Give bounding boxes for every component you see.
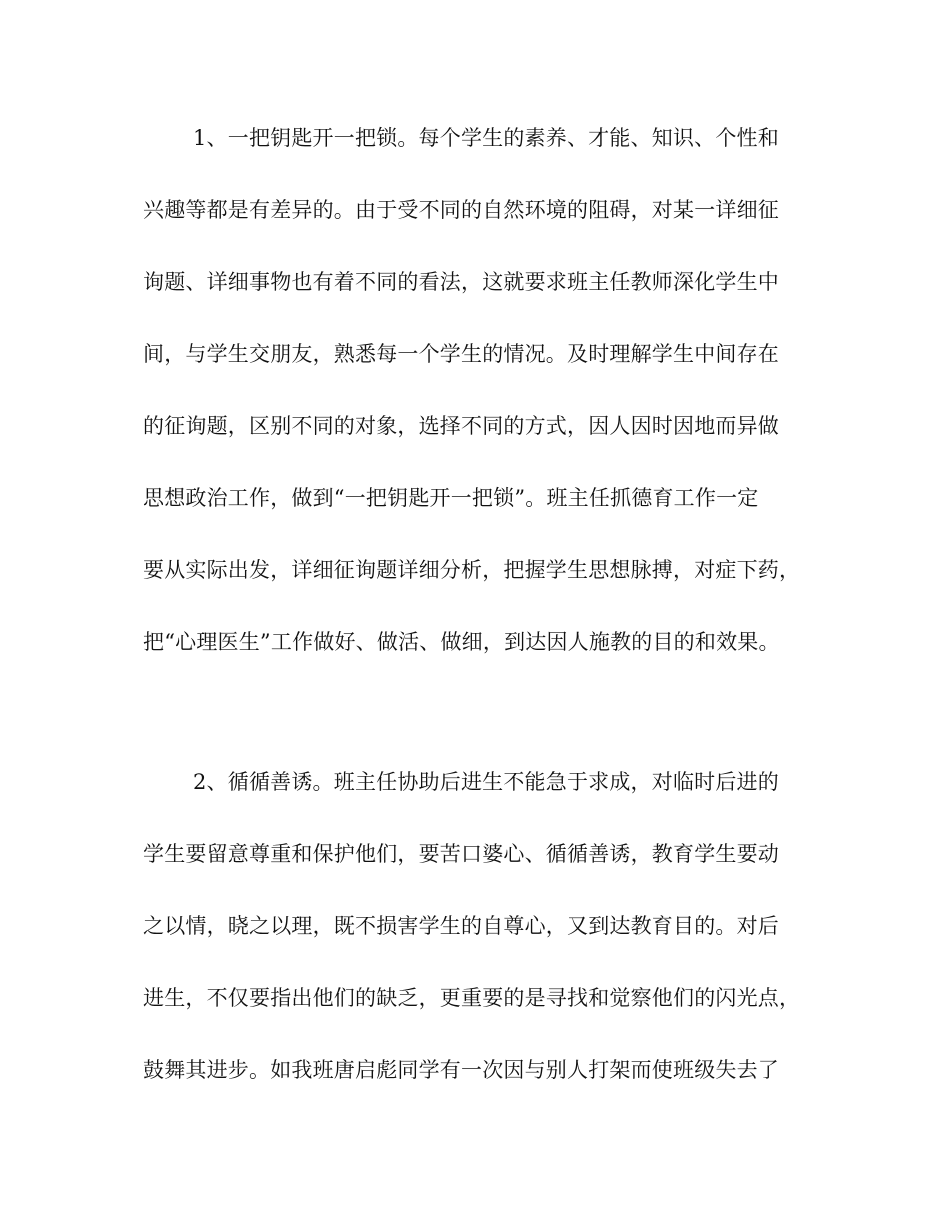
paragraph-line: 兴趣等都是有差异的。由于受不同的自然环境的阻碍，对某一详细征 — [143, 198, 779, 222]
paragraph-line: 间，与学生交朋友，熟悉每一个学生的情况。及时理解学生中间存在 — [143, 342, 779, 366]
paragraph-line: 学生要留意尊重和保护他们，要苦口婆心、循循善诱，教育学生要动 — [143, 842, 779, 866]
paragraph-line: 询题、详细事物也有着不同的看法，这就要求班主任教师深化学生中 — [143, 270, 779, 294]
paragraph-line: 鼓舞其进步。如我班唐启彪同学有一次因与别人打架而使班级失去了 — [143, 1058, 779, 1082]
paragraph-2 — [143, 764, 808, 1088]
paragraph-line: 之以情，晓之以理，既不损害学生的自尊心，又到达教育目的。对后 — [143, 914, 779, 938]
paragraph-line: 把“心理医生”工作做好、做活、做细，到达因人施教的目的和效果。 — [143, 630, 780, 654]
paragraph-line: 1、一把钥匙开一把锁。每个学生的素养、才能、知识、个性和 — [193, 126, 779, 150]
paragraph-line: 的征询题，区别不同的对象，选择不同的方式，因人因时因地而异做 — [143, 414, 779, 438]
paragraph-line: 要从实际出发，详细征询题详细分析，把握学生思想脉搏，对症下药， — [143, 558, 801, 582]
paragraph-1 — [143, 120, 808, 660]
document-body — [143, 120, 808, 1124]
paragraph-spacer — [143, 696, 808, 764]
paragraph-line: 2、循循善诱。班主任协助后进生不能急于求成，对临时后进的 — [193, 770, 779, 794]
paragraph-line: 进生，不仅要指出他们的缺乏，更重要的是寻找和觉察他们的闪光点， — [143, 986, 801, 1010]
paragraph-line: 思想政治工作，做到“一把钥匙开一把锁”。班主任抓德育工作一定 — [143, 486, 759, 510]
